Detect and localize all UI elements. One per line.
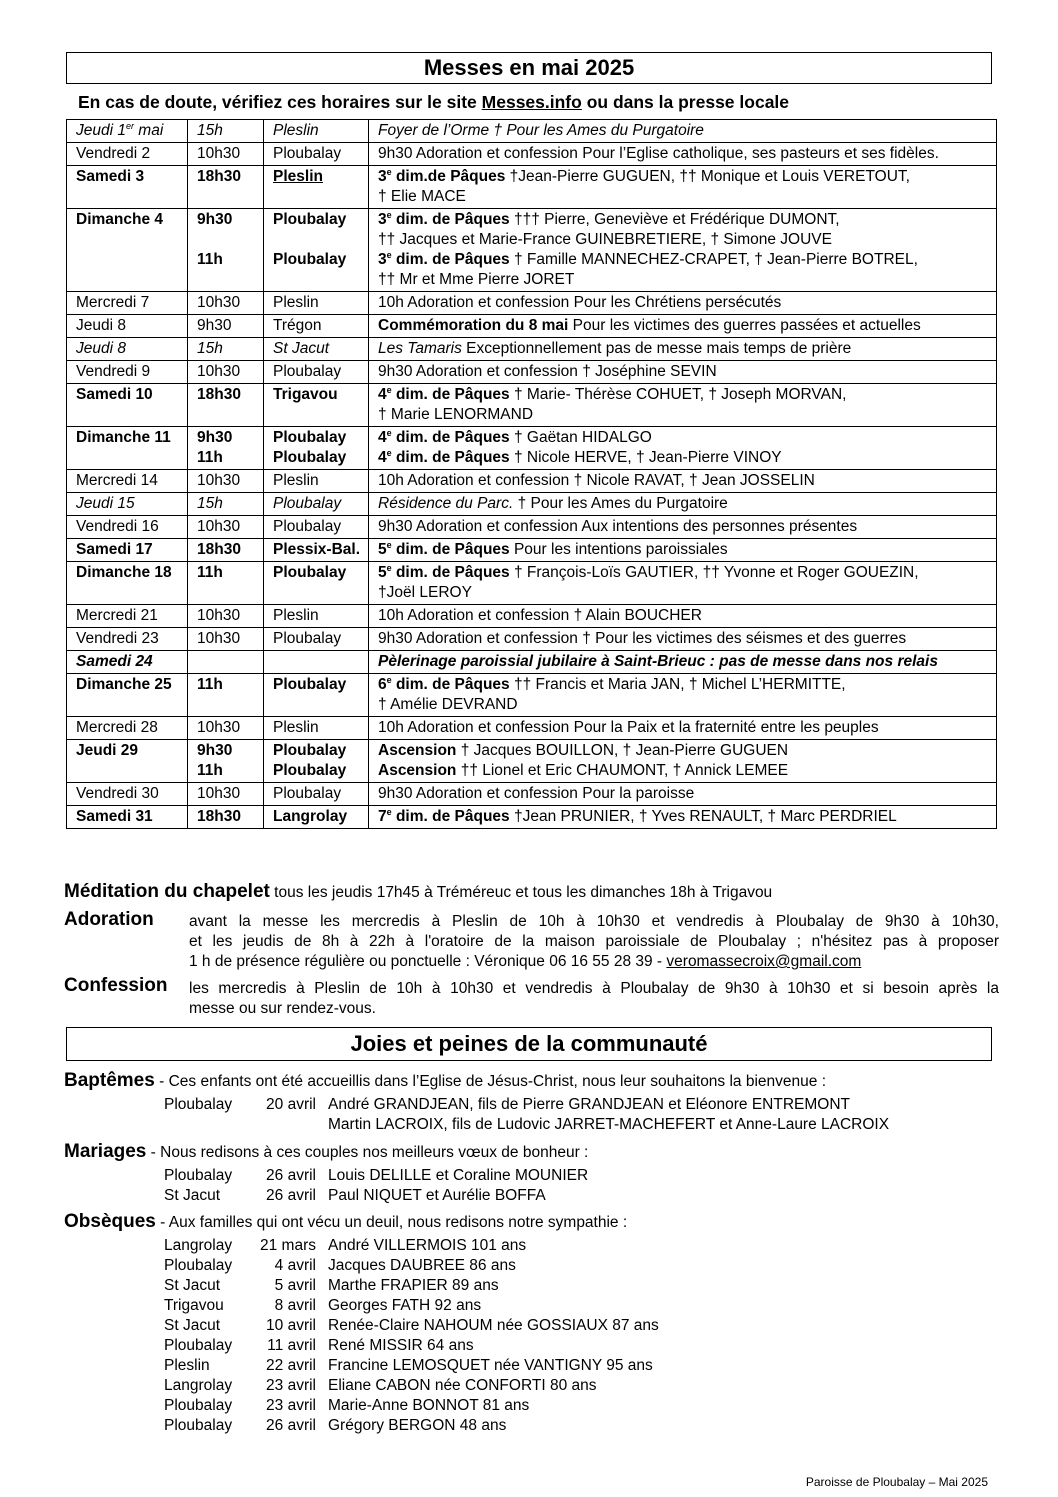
schedule-time: 9h30 [188,315,264,338]
schedule-description: 10h Adoration et confession † Alain BOUCHER [369,605,997,628]
list-place: Ploubalay [164,1096,233,1113]
meditation-section: Méditation du chapelet tous les jeudis 17h45 à Tréméreuc et tous les dimanches 18h à Trigavou [64,881,773,902]
schedule-day: Samedi 10 [67,384,188,427]
schedule-place [264,651,369,674]
schedule-place: Ploubalay [264,516,369,539]
schedule-day: Mercredi 14 [67,470,188,493]
schedule-time: 11h [188,562,264,605]
schedule-row [67,605,997,628]
page-title: Messes en mai 2025 [66,52,992,84]
list-place: Langrolay [164,1237,233,1254]
mariages-heading: Mariages - Nous redisons à ces couples nos meilleurs vœux de bonheur : [64,1141,589,1162]
schedule-place: Ploubalay [264,361,369,384]
list-place: Pleslin [164,1357,210,1374]
schedule-description: 9h30 Adoration et confession Aux intentions des personnes présentes [369,516,997,539]
list-date: 10 avril [266,1317,316,1334]
schedule-description: Foyer de l’Orme † Pour les Ames du Purgatoire [369,120,997,143]
schedule-place: Trigavou [264,384,369,427]
schedule-row [67,674,997,717]
schedule-time: 9h30 11h [188,740,264,783]
schedule-day: Jeudi 8 [67,315,188,338]
schedule-place: Ploubalay [264,562,369,605]
schedule-time: 9h30 11h [188,209,264,292]
email-link[interactable]: veromassecroix@gmail.com [666,953,862,970]
schedule-day: Mercredi 21 [67,605,188,628]
schedule-row [67,166,997,209]
schedule-row [67,516,997,539]
schedule-row [67,539,997,562]
list-date: 11 avril [267,1337,316,1354]
list-text: Renée-Claire NAHOUM née GOSSIAUX 87 ans [328,1317,659,1334]
schedule-place: Plessix-Bal. [264,539,369,562]
footer: Paroisse de Ploubalay – Mai 2025 [805,1475,988,1489]
schedule-description: 5e dim. de Pâques Pour les intentions paroissiales [369,539,997,562]
schedule-place: Ploubalay [264,628,369,651]
schedule-place: Ploubalay [264,674,369,717]
list-place: Langrolay [164,1377,233,1394]
schedule-time [188,651,264,674]
schedule-time: 18h30 [188,166,264,209]
list-text: Jacques DAUBREE 86 ans [328,1257,516,1274]
schedule-row [67,384,997,427]
schedule-place: Ploubalay Ploubalay [264,427,369,470]
list-date: 8 avril [274,1297,316,1314]
schedule-row [67,209,997,292]
schedule-place: Ploubalay [264,783,369,806]
schedule-day: Vendredi 30 [67,783,188,806]
schedule-time: 9h30 11h [188,427,264,470]
list-date: 22 avril [266,1357,316,1374]
schedule-day: Samedi 17 [67,539,188,562]
list-place: Trigavou [164,1297,224,1314]
schedule-place: Ploubalay Ploubalay [264,740,369,783]
schedule-row [67,783,997,806]
schedule-time: 10h30 [188,143,264,166]
schedule-description: 5e dim. de Pâques † François-Loïs GAUTIER, †† Yvonne et Roger GOUEZIN, †Joël LEROY [369,562,997,605]
schedule-day: Vendredi 23 [67,628,188,651]
list-date: 26 avril [266,1417,316,1434]
schedule-row [67,651,997,674]
schedule-description: 4e dim. de Pâques † Marie- Thérèse COHUET, † Joseph MORVAN, † Marie LENORMAND [369,384,997,427]
schedule-row [67,292,997,315]
list-text: Marthe FRAPIER 89 ans [328,1277,499,1294]
schedule-day: Mercredi 7 [67,292,188,315]
schedule-row [67,338,997,361]
schedule-place: Pleslin [264,470,369,493]
list-place: Ploubalay [164,1397,233,1414]
schedule-time: 15h [188,120,264,143]
schedule-place: Pleslin [264,292,369,315]
list-text: Francine LEMOSQUET née VANTIGNY 95 ans [328,1357,653,1374]
schedule-time: 10h30 [188,292,264,315]
section2-title: Joies et peines de la communauté [66,1027,992,1061]
list-date: 23 avril [266,1377,316,1394]
schedule-time: 11h [188,674,264,717]
schedule-row [67,562,997,605]
schedule-time: 18h30 [188,384,264,427]
schedule-description: 3e dim. de Pâques ††† Pierre, Geneviève et Frédérique DUMONT, †† Jacques et Marie-France GUINEBRETIERE, † Simone JOUVE 3e dim. de Pâques † Famille MANNECHEZ-CRAPET, † Jean-Pierre BOTREL, †† Mr et Mme Pierre JORET [369,209,997,292]
list-text: André GRANDJEAN, fils de Pierre GRANDJEAN et Eléonore ENTREMONT [328,1096,850,1113]
schedule-row [67,470,997,493]
schedule-place: Ploubalay [264,493,369,516]
mass-schedule-table [66,119,997,829]
schedule-place: Pleslin [264,717,369,740]
schedule-day: Dimanche 18 [67,562,188,605]
schedule-day: Vendredi 16 [67,516,188,539]
schedule-time: 18h30 [188,806,264,829]
list-place: St Jacut [164,1277,220,1294]
schedule-description: Les Tamaris Exceptionnellement pas de messe mais temps de prière [369,338,997,361]
list-date: 23 avril [266,1397,316,1414]
schedule-row [67,120,997,143]
schedule-description: Ascension † Jacques BOUILLON, † Jean-Pierre GUGUEN Ascension †† Lionel et Eric CHAUMONT, † Annick LEMEE [369,740,997,783]
schedule-day: Jeudi 29 [67,740,188,783]
schedule-day: Dimanche 4 [67,209,188,292]
schedule-description: 9h30 Adoration et confession † Pour les victimes des séismes et des guerres [369,628,997,651]
schedule-description: 4e dim. de Pâques † Gaëtan HIDALGO 4e dim. de Pâques † Nicole HERVE, † Jean-Pierre VINOY [369,427,997,470]
messes-info-link[interactable]: Messes.info [481,92,582,112]
schedule-place: Pleslin [264,166,369,209]
list-text: Paul NIQUET et Aurélie BOFFA [328,1187,546,1204]
list-date: 20 avril [266,1096,316,1113]
list-text: Georges FATH 92 ans [328,1297,482,1314]
schedule-day: Dimanche 25 [67,674,188,717]
schedule-time: 10h30 [188,717,264,740]
schedule-description: Résidence du Parc. † Pour les Ames du Purgatoire [369,493,997,516]
schedule-day: Jeudi 15 [67,493,188,516]
schedule-time: 18h30 [188,539,264,562]
list-date: 26 avril [266,1187,316,1204]
subtitle: En cas de doute, vérifiez ces horaires sur le site Messes.info ou dans la presse locale [78,92,790,112]
schedule-day: Jeudi 8 [67,338,188,361]
schedule-place: St Jacut [264,338,369,361]
adoration-label: Adoration [64,909,154,930]
schedule-time: 10h30 [188,516,264,539]
schedule-place: Pleslin [264,605,369,628]
schedule-time: 10h30 [188,361,264,384]
meditation-label: Méditation du chapelet [64,881,270,902]
list-date: 4 avril [274,1257,316,1274]
schedule-day: Mercredi 28 [67,717,188,740]
schedule-day: Vendredi 2 [67,143,188,166]
schedule-description: 9h30 Adoration et confession Pour l’Eglise catholique, ses pasteurs et ses fidèles. [369,143,997,166]
list-text: Grégory BERGON 48 ans [328,1417,507,1434]
list-text: Eliane CABON née CONFORTI 80 ans [328,1377,597,1394]
schedule-description: 9h30 Adoration et confession Pour la paroisse [369,783,997,806]
schedule-row [67,493,997,516]
schedule-place: Pleslin [264,120,369,143]
schedule-time: 10h30 [188,605,264,628]
schedule-day: Samedi 3 [67,166,188,209]
schedule-time: 10h30 [188,628,264,651]
schedule-row [67,427,997,470]
schedule-time: 10h30 [188,783,264,806]
list-place: St Jacut [164,1317,220,1334]
schedule-row [67,628,997,651]
confession-label: Confession [64,975,168,996]
schedule-description: 7e dim. de Pâques †Jean PRUNIER, † Yves RENAULT, † Marc PERDRIEL [369,806,997,829]
list-place: St Jacut [164,1187,220,1204]
schedule-place: Ploubalay Ploubalay [264,209,369,292]
schedule-row [67,717,997,740]
schedule-description: 10h Adoration et confession Pour les Chrétiens persécutés [369,292,997,315]
schedule-day: Samedi 24 [67,651,188,674]
list-text: Martin LACROIX, fils de Ludovic JARRET-MACHEFERT et Anne-Laure LACROIX [328,1116,890,1133]
list-place: Ploubalay [164,1167,233,1184]
schedule-row [67,361,997,384]
schedule-description: 10h Adoration et confession † Nicole RAVAT, † Jean JOSSELIN [369,470,997,493]
schedule-time: 10h30 [188,470,264,493]
schedule-description: Commémoration du 8 mai Pour les victimes des guerres passées et actuelles [369,315,997,338]
schedule-row [67,315,997,338]
list-text: André VILLERMOIS 101 ans [328,1237,527,1254]
confession-text: les mercredis à Pleslin de 10h à 10h30 et vendredis à Ploubalay de 9h30 à 10h30 et si besoin après la messe ou sur rendez-vous. [189,980,999,1017]
schedule-description: 9h30 Adoration et confession † Joséphine SEVIN [369,361,997,384]
list-date: 26 avril [266,1167,316,1184]
schedule-row [67,143,997,166]
adoration-text: avant la messe les mercredis à Pleslin de 10h à 10h30 et vendredis à Ploubalay de 9h30 à 10h30, et les jeudis de 8h à 22h à l'oratoire de la maison paroissiale de Ploubalay ; n'hésitez pas à proposer 1 h de présence régulière ou ponctuelle : Véronique 06 16 55 28 39 - veromassecroix@gmail.com [189,913,999,970]
schedule-day: Vendredi 9 [67,361,188,384]
schedule-day: Jeudi 1er mai [67,120,188,143]
schedule-place: Trégon [264,315,369,338]
list-date: 5 avril [274,1277,316,1294]
schedule-time: 15h [188,493,264,516]
list-text: Marie-Anne BONNOT 81 ans [328,1397,530,1414]
schedule-description: 6e dim. de Pâques †† Francis et Maria JAN, † Michel L’HERMITTE, † Amélie DEVRAND [369,674,997,717]
schedule-place: Ploubalay [264,143,369,166]
schedule-row [67,740,997,783]
schedule-description: Pèlerinage paroissial jubilaire à Saint-Brieuc : pas de messe dans nos relais [369,651,997,674]
schedule-description: 10h Adoration et confession Pour la Paix et la fraternité entre les peuples [369,717,997,740]
list-place: Ploubalay [164,1337,233,1354]
obseques-heading: Obsèques - Aux familles qui ont vécu un deuil, nous redisons notre sympathie : [64,1211,628,1232]
list-text: René MISSIR 64 ans [328,1337,474,1354]
list-text: Louis DELILLE et Coraline MOUNIER [328,1167,589,1184]
schedule-description: 3e dim.de Pâques †Jean-Pierre GUGUEN, †† Monique et Louis VERETOUT, † Elie MACE [369,166,997,209]
schedule-time: 15h [188,338,264,361]
schedule-row [67,806,997,829]
schedule-day: Samedi 31 [67,806,188,829]
schedule-place: Langrolay [264,806,369,829]
schedule-day: Dimanche 11 [67,427,188,470]
baptemes-heading: Baptêmes - Ces enfants ont été accueillis dans l’Eglise de Jésus-Christ, nous leur souhaitons la bienvenue : [64,1070,827,1091]
list-place: Ploubalay [164,1257,233,1274]
list-date: 21 mars [260,1237,316,1254]
list-place: Ploubalay [164,1417,233,1434]
